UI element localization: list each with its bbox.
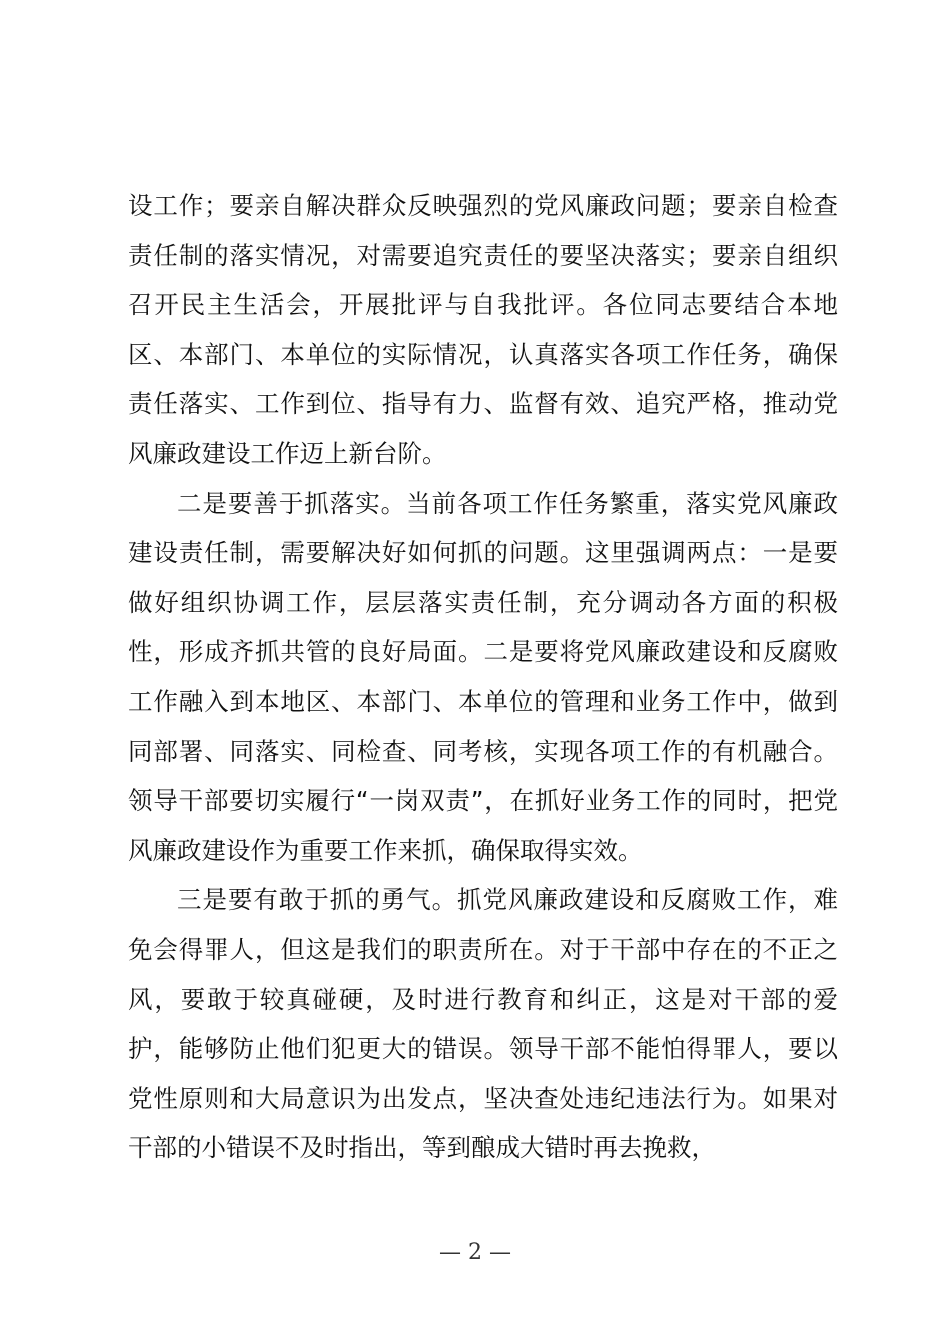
paragraph-second-point: 二是要善于抓落实。当前各项工作任务繁重，落实党风廉政建设责任制，需要解决好如何抓的问题。这里强调两点：一是要做好组织协调工作，层层落实责任制，充分调动各方面的积极性，形成齐抓共管的良好局面。二是要将党风廉政建设和反腐败工作融入到本地区、本部门、本单位的管理和业务工作中，做到同部署、同落实、同检查、同考核，实现各项工作的有机融合。领导干部要切实履行“一岗双责”，在抓好业务工作的同时，把党风廉政建设作为重要工作来抓，确保取得实效。 (128, 488, 838, 865)
page-number: — 2 — (439, 1240, 511, 1265)
paragraph-third-point: 三是要有敢于抓的勇气。抓党风廉政建设和反腐败工作，难免会得罪人，但这是我们的职责所在。对于干部中存在的不正之风，要敢于较真碰硬，及时进行教育和纠正，这是对干部的爱护，能够防止他们犯更大的错误。领导干部不能怕得罪人，要以党性原则和大局意识为出发点，坚决查处违纪违法行为。如果对干部的小错误不及时指出，等到酿成大错时再去挽救， (128, 885, 838, 1163)
paragraph-continuation: 设工作；要亲自解决群众反映强烈的党风廉政问题；要亲自检查责任制的落实情况，对需要追究责任的要坚决落实；要亲自组织召开民主生活会，开展批评与自我批评。各位同志要结合本地区、本部门、本单位的实际情况，认真落实各项工作任务，确保责任落实、工作到位、指导有力、监督有效、追究严格，推动党风廉政建设工作迈上新台阶。 (128, 191, 838, 468)
document-body (128, 181, 838, 1173)
